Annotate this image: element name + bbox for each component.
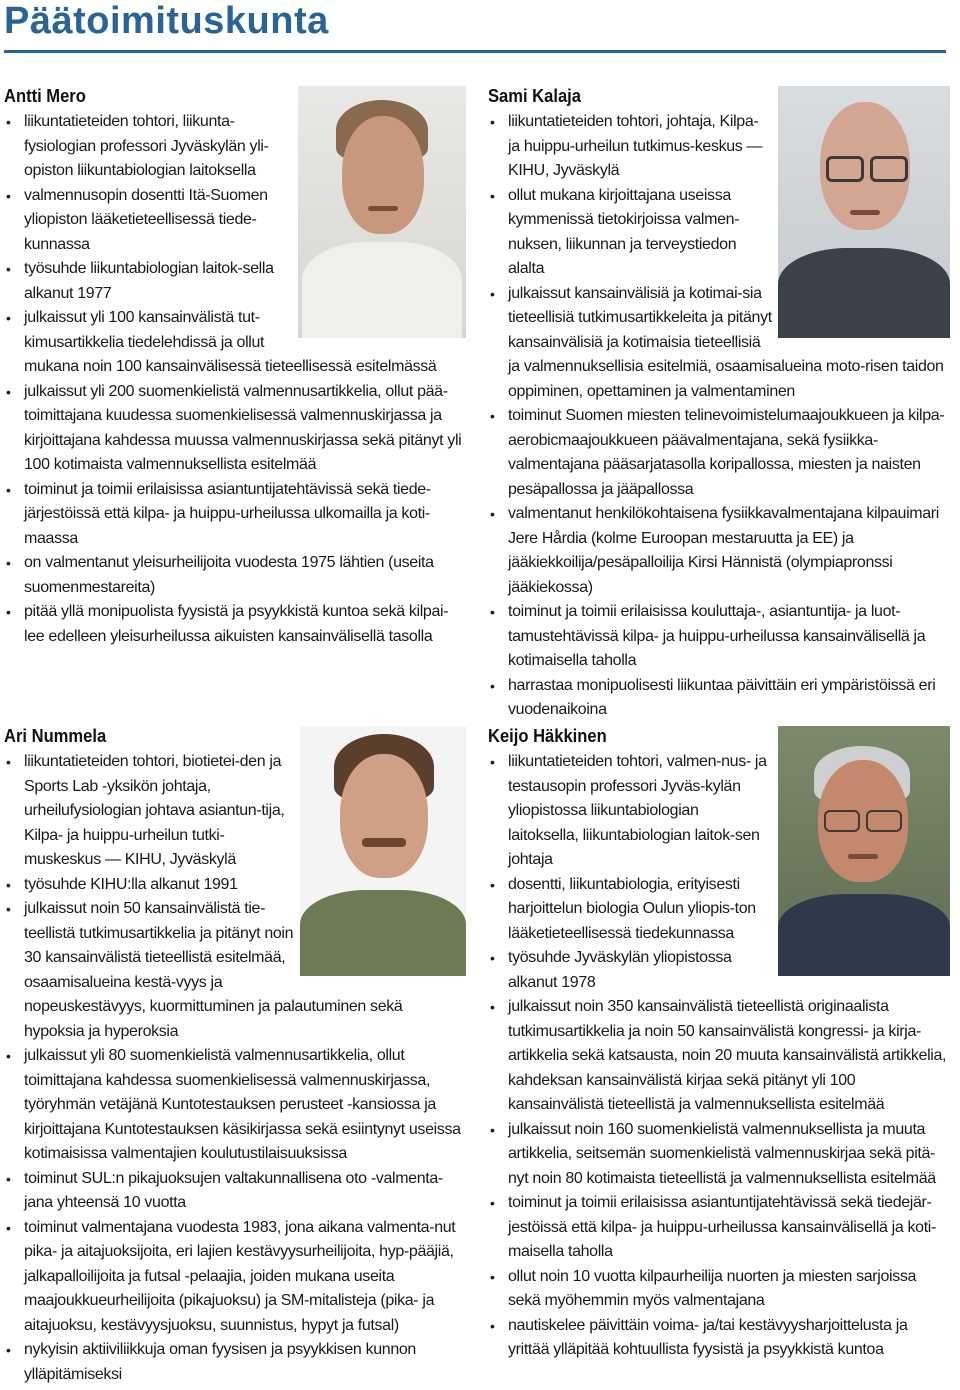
profile-ari-nummela (4, 726, 466, 1387)
bullet-list (4, 110, 466, 649)
list-item: • liikuntatieteiden tohtori, valmen-nus- ja testausopin professori Jyväs-kylän yliopistossa liikuntabiologian laitoksella, liikuntabiologian laitok-sen johtaja (488, 750, 950, 873)
list-item: • harrastaa monipuolisesti liikuntaa päivittäin eri ympäristöissä eri vuodenaikoina (488, 674, 950, 723)
list-item: • ollut noin 10 vuotta kilpaurheilija nuorten ja miesten sarjoissa sekä myöhemmin myös valmentajana (488, 1265, 950, 1314)
list-item: • julkaissut yli 100 kansainvälistä tut-kimusartikkelia tiedelehdissä ja ollut mukana noin 100 kansainvälisessä tieteellisessä esitelmässä (4, 306, 466, 380)
person-name: Antti Mero (4, 86, 86, 106)
list-item: • toiminut Suomen miesten telinevoimistelumaajoukkueen ja kilpa-aerobicmaajoukkueen päävalmentajana, sekä fysiikka-valmentajana pääsarjatasolla koripallossa, miesten ja naisten pesäpallossa ja jääpallossa (488, 404, 950, 502)
list-item: • liikuntatieteiden tohtori, liikunta-fysiologian professori Jyväskylän yli-opiston liikuntabiologian laitoksella (4, 110, 466, 184)
list-item: • toiminut ja toimii erilaisissa kouluttaja-, asiantuntija- ja luot-tamustehtävissä kilpa- ja huippu-urheilussa kansainvälisellä ja kotimaisella taholla (488, 600, 950, 674)
list-item: • toiminut valmentajana vuodesta 1983, jona aikana valmenta-nut pika- ja aitajuoksijoita, eri lajien kestävyysurheilijoita, hyp-pääjiä, jalkapalloilijoita ja futsal -pelaajia, joiden mukana useita maajoukkueurheilijoita (pikajuoksu) ja SM-mitalisteja (pika- ja aitajuoksu, kestävyysjuoksu, suunnistus, hypyt ja futsal) (4, 1216, 466, 1339)
list-item: • julkaissut yli 80 suomenkielistä valmennusartikkelia, ollut toimittajana kahdessa suomenkielisessä valmennuskirjassa, työryhmän vetäjänä Kuntotestauksen perusteet -kansiossa ja kirjoittajana Kuntotestauksen käsikirjassa sekä esiintynyt useissa kotimaisissa valmentajien koulutustilaisuuksissa (4, 1044, 466, 1167)
list-item: • liikuntatieteiden tohtori, biotietei-den ja Sports Lab -yksikön johtaja, urheilufysiologian johtava asiantun-tija, Kilpa- ja huippu-urheilun tutki-muskeskus — KIHU, Jyväskylä (4, 750, 466, 873)
person-name: Ari Nummela (4, 726, 107, 746)
list-item: • työsuhde liikuntabiologian laitok-sella alkanut 1977 (4, 257, 466, 306)
list-item: • julkaissut noin 50 kansainvälistä tie-teellistä tutkimusartikkelia ja pitänyt noin 30 kansainvälistä tieteellistä esitelmää, osaamisalueina kestä-vyys ja nopeuskestävyys, kuormittuminen ja palautuminen sekä hypoksia ja hyperoksia (4, 897, 466, 1044)
list-item: • julkaissut kansainvälisiä ja kotimai-sia tieteellisiä tutkimusartikkeleita ja pitänyt kansainvälisiä ja kotimaisia tieteellisiä ja valmennuksellisia esitelmiä, osaamisalueina moto-risen taidon oppiminen, opettaminen ja valmentaminen (488, 282, 950, 405)
title-rule (4, 50, 946, 53)
bullet-list (4, 750, 466, 1387)
list-item: • julkaissut yli 200 suomenkielistä valmennusartikkelia, ollut pää-toimittajana kuudessa suomenkielisessä valmennuskirjassa ja kirjoittajana kahdessa muussa valmennuskirjassa sekä pitänyt yli 100 kotimaista valmennuksellista esitelmää (4, 380, 466, 478)
list-item: • pitää yllä monipuolista fyysistä ja psyykkistä kuntoa sekä kilpai-lee edelleen yleisurheilussa aikuisten kansainvälisellä tasolla (4, 600, 466, 649)
profile-keijo-hakkinen (488, 726, 950, 1363)
list-item: • toiminut ja toimii erilaisissa asiantuntijatehtävissä sekä tiede-järjestöissä että kilpa- ja huippu-urheilussa ulkomailla ja koti-maassa (4, 478, 466, 552)
list-item: • työsuhde Jyväskylän yliopistossa alkanut 1978 (488, 946, 950, 995)
person-name: Keijo Häkkinen (488, 726, 607, 746)
list-item: • liikuntatieteiden tohtori, johtaja, Kilpa- ja huippu-urheilun tutkimus-keskus — KIHU, Jyväskylä (488, 110, 950, 184)
list-item: • julkaissut noin 160 suomenkielistä valmennuksellista ja muuta artikkelia, seitsemän suomenkielistä valmennuskirjaa sekä pitä-nyt noin 80 kotimaista tieteellistä ja valmennuksellista esitelmää (488, 1118, 950, 1192)
list-item: • on valmentanut yleisurheilijoita vuodesta 1975 lähtien (useita suomenmestareita) (4, 551, 466, 600)
list-item: • nautiskelee päivittäin voima- ja/tai kestävyysharjoittelusta ja yrittää ylläpitää kohtuullista fyysistä ja psyykkistä kuntoa (488, 1314, 950, 1363)
person-name: Sami Kalaja (488, 86, 581, 106)
list-item: • nykyisin aktiiviliikkuja oman fyysisen ja psyykkisen kunnon ylläpitämiseksi (4, 1338, 466, 1387)
list-item: • toiminut SUL:n pikajuoksujen valtakunnallisena oto -valmenta-jana yhteensä 10 vuotta (4, 1167, 466, 1216)
list-item: • työsuhde KIHU:lla alkanut 1991 (4, 873, 466, 898)
bullet-list (488, 750, 950, 1363)
page-title: Päätoimituskunta (4, 0, 329, 42)
bullet-list (488, 110, 950, 723)
profile-sami-kalaja (488, 86, 950, 723)
list-item: • julkaissut noin 350 kansainvälistä tieteellistä originaalista tutkimusartikkelia ja noin 50 kansainvälistä kongressi- ja kirja-artikkelia sekä katsausta, noin 20 muuta kansainvälistä artikkelia, kahdeksan kansainvälistä kirjaa sekä pitänyt yli 100 kansainvälistä tieteellistä ja valmennuksellista esitelmää (488, 995, 950, 1118)
list-item: • dosentti, liikuntabiologia, erityisesti harjoittelun biologia Oulun yliopis-ton lääketieteellisessä tiedekunnassa (488, 873, 950, 947)
profile-antti-mero (4, 86, 466, 649)
list-item: • ollut mukana kirjoittajana useissa kymmenissä tietokirjoissa valmen-nuksen, liikunnan ja terveystiedon alalta (488, 184, 950, 282)
list-item: • valmentanut henkilökohtaisena fysiikkavalmentajana kilpauimari Jere Hårdia (kolme Euroopan mestaruutta ja EE) ja jääkiekkoilija/pesäpalloilija Kirsi Hännistä (olympiapronssi jääkiekossa) (488, 502, 950, 600)
list-item: • valmennusopin dosentti Itä-Suomen yliopiston lääketieteellisessä tiede-kunnassa (4, 184, 466, 258)
list-item: • toiminut ja toimii erilaisissa asiantuntijatehtävissä sekä tiedejär-jestöissä että kilpa- ja huippu-urheilussa kansainvälisellä ja koti-maisella taholla (488, 1191, 950, 1265)
